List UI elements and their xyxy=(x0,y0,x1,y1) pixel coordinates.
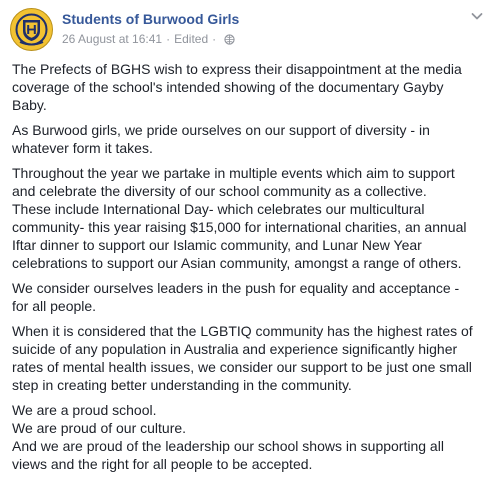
post-text-line: We are a proud school. xyxy=(12,402,157,418)
post-timestamp[interactable]: 26 August at 16:41 xyxy=(62,32,163,46)
post-paragraph xyxy=(12,279,484,315)
post-header xyxy=(10,8,485,52)
post-text-line: community- this year raising $15,000 for international charities, an annual xyxy=(12,219,467,235)
post-text-line: views and the right for all people to be accepted. xyxy=(12,456,313,472)
post-text-line: When it is considered that the LGBTIQ community has the highest rates of xyxy=(12,323,473,339)
post-paragraph xyxy=(12,164,484,272)
post-meta xyxy=(62,32,235,46)
edited-label[interactable]: Edited xyxy=(174,32,209,46)
post-text-line: whatever form it takes. xyxy=(12,140,153,156)
page-name-link[interactable]: Students of Burwood Girls xyxy=(62,11,240,27)
post-text-line: suicide of any population in Australia and experience significantly higher xyxy=(12,341,458,357)
globe-icon[interactable] xyxy=(224,34,235,45)
meta-separator-2: · xyxy=(212,32,217,46)
post-text-line: and celebrate the diversity of our school community as a collective. xyxy=(12,183,427,199)
post-text-line: We consider ourselves leaders in the push for equality and acceptance - xyxy=(12,280,460,296)
post-paragraph xyxy=(12,322,484,394)
post-body xyxy=(12,60,484,480)
post-paragraph xyxy=(12,121,484,157)
post-text-line: rates of mental health issues, we consider our support to be just one small xyxy=(12,359,472,375)
post-text-line: As Burwood girls, we pride ourselves on our support of diversity - in xyxy=(12,122,430,138)
post-text-line: for all people. xyxy=(12,298,97,314)
school-crest-icon xyxy=(11,9,52,50)
post-text-line: Iftar dinner to support our Islamic community, and Lunar New Year xyxy=(12,237,422,253)
post-text-line: celebrations to support our Asian community, amongst a range of others. xyxy=(12,255,462,271)
meta-separator: · xyxy=(166,32,171,46)
post-paragraph xyxy=(12,60,484,114)
chevron-down-icon[interactable] xyxy=(469,8,485,24)
post-paragraph xyxy=(12,401,484,473)
page-avatar[interactable] xyxy=(10,8,53,51)
post-text-line: And we are proud of the leadership our school shows in supporting all xyxy=(12,438,444,454)
post-text-line: Baby. xyxy=(12,97,47,113)
post-text-line: coverage of the school's intended showing of the documentary Gayby xyxy=(12,79,444,95)
post-text-line: We are proud of our culture. xyxy=(12,420,187,436)
post-text-line: These include International Day- which celebrates our multicultural xyxy=(12,201,425,217)
post-text-line: Throughout the year we partake in multiple events which aim to support xyxy=(12,165,455,181)
post-text-line: step in creating better understanding in the community. xyxy=(12,377,352,393)
post-text-line: The Prefects of BGHS wish to express their disappointment at the media xyxy=(12,61,462,77)
